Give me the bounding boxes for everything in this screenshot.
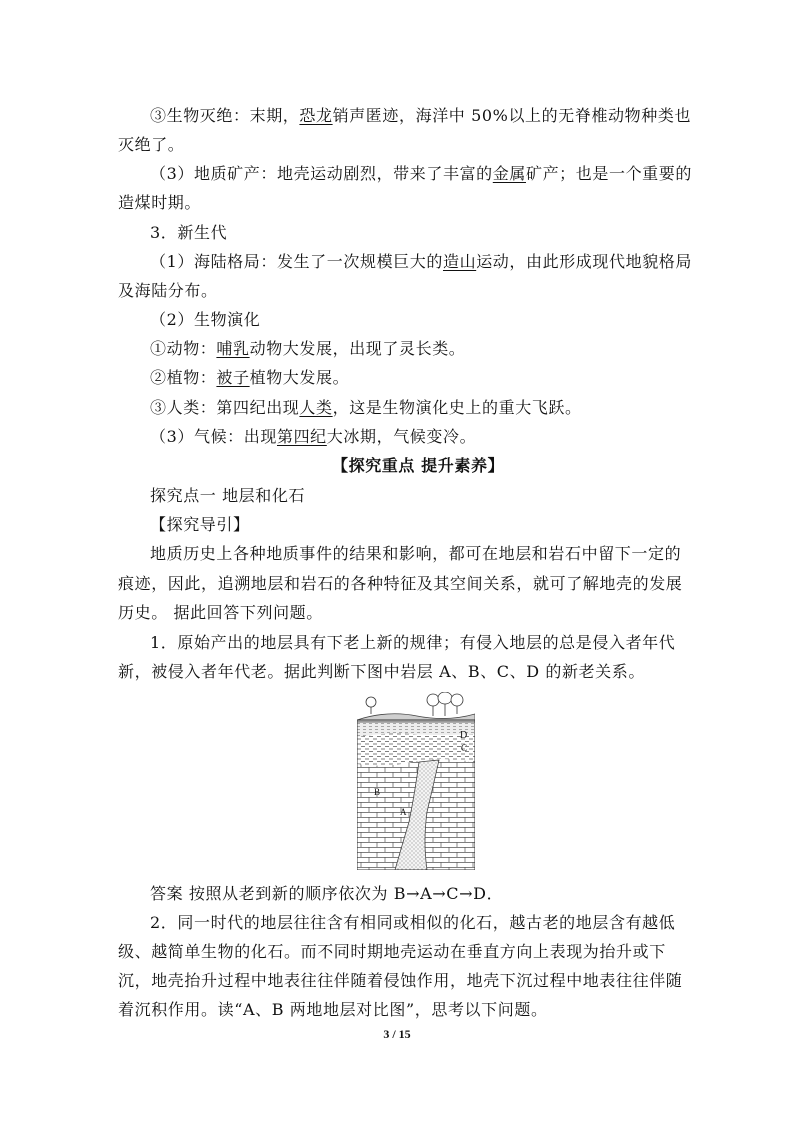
section-heading: 3．新生代 — [150, 223, 228, 242]
text-line: ①动物：哺乳动物大发展，出现了灵长类。 — [150, 339, 466, 358]
text-line: 灭绝了。 — [118, 135, 185, 154]
page-number: 3 / 15 — [383, 1027, 411, 1041]
text-line: 痕迹，因此，追溯地层和岩石的各种特征及其空间关系，就可了解地壳的发展 — [118, 574, 683, 593]
text-line: （3）气候：出现第四纪大冰期，气候变冷。 — [150, 427, 477, 446]
question-line: 1．原始产出的地层具有下老上新的规律；有侵入地层的总是侵入者年代 — [150, 633, 676, 652]
question-line: 2．同一时代的地层往往含有相同或相似的化石，越古老的地层含有越低 — [150, 913, 676, 932]
text-line: 着沉积作用。读“A、B 两地地层对比图”，思考以下问题。 — [118, 1000, 548, 1019]
text-line: 级、越简单生物的化石。而不同时期地壳运动在垂直方向上表现为抬升或下 — [118, 942, 666, 961]
text-line: ③生物灭绝：末期，恐龙销声匿迹，海洋中 50%以上的无脊椎动物种类也 — [150, 106, 692, 125]
text-line: 历史。 据此回答下列问题。 — [118, 603, 323, 622]
text-line: ②植物：被子植物大发展。 — [150, 368, 350, 387]
text-line: （1）海陆格局：发生了一次规模巨大的造山运动，由此形成现代地貌格局 — [150, 252, 692, 271]
text-line: （3）地质矿产：地壳运动剧烈，带来了丰富的金属矿产；也是一个重要的 — [150, 164, 692, 183]
strata-diagram — [357, 692, 475, 870]
subsection-title: 探究点一 地层和化石 — [150, 486, 306, 505]
label-c: C — [461, 743, 468, 753]
label-d: D — [460, 730, 468, 741]
label-a: A — [400, 807, 407, 817]
ground-surface — [357, 714, 475, 722]
text-line: ③人类：第四纪出现人类，这是生物演化史上的重大飞跃。 — [150, 398, 582, 417]
answer-line: 答案 按照从老到新的顺序依次为 B→A→C→D． — [150, 884, 504, 903]
text-line: 造煤时期。 — [118, 193, 202, 212]
subsection-label: 【探究导引】 — [150, 515, 250, 534]
text-line: 地质历史上各种地质事件的结果和影响，都可在地层和岩石中留下一定的 — [150, 544, 682, 563]
text-line: （2）生物演化 — [150, 310, 261, 329]
label-b: B — [374, 787, 381, 797]
section-title: 【探究重点 提升素养】 — [332, 456, 505, 475]
text-line: 及海陆分布。 — [118, 281, 218, 300]
text-line: 沉，地壳抬升过程中地表往往伴随着侵蚀作用，地壳下沉过程中地表往往伴随 — [118, 971, 683, 990]
question-line: 新，被侵入者年代老。据此判断下图中岩层 A、B、C、D 的新老关系。 — [118, 662, 645, 681]
tree-icon — [366, 692, 463, 716]
